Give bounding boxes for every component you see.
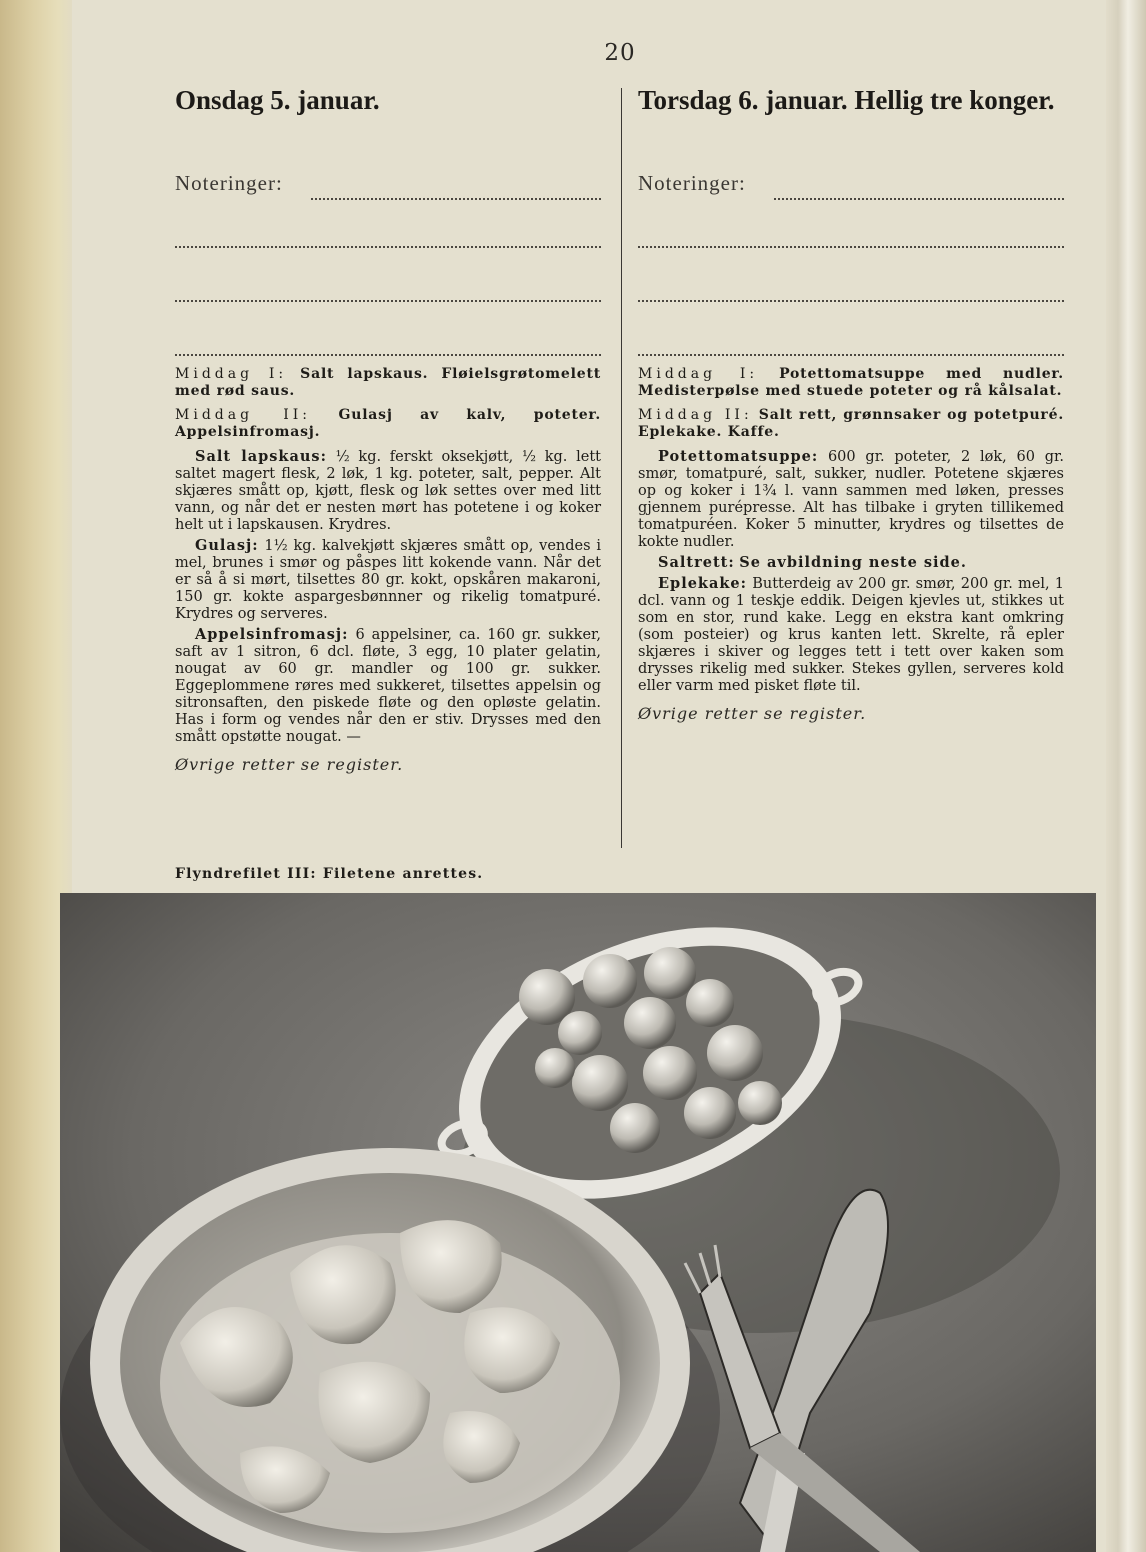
see-register-note: Øvrige retter se register. [638,704,867,723]
food-photo [60,893,1096,1552]
recipe-name: Potettomatsuppe: [658,448,819,465]
menu-item [638,366,1064,400]
menu-text: Salt lapskaus. Fløielsgrøtomelett med rød saus. [175,366,601,399]
food-photo-illustration [60,893,1096,1552]
dotted-line [175,300,601,302]
see-register-note: Øvrige retter se register. [175,755,404,774]
recipe-name: Gulasj: [195,537,259,554]
recipe-text: ½ kg. ferskt oksekjøtt, ½ kg. lett saltet magert flesk, 2 løk, 1 kg. poteter, salt, pepper. Alt skjæres smått op, kjøtt, flesk og løk settes over med litt vann, og når det er nesten mørt has potetene i og koker helt ut i lapskausen. Krydres. [175,449,602,533]
recipe-name: Salt lapskaus: [195,448,327,465]
recipe [638,554,1064,572]
menu-text: Salt rett, grønnsaker og potetpuré. Eplekake. Kaffe. [638,407,1064,440]
recipe-text: 6 appelsiner, ca. 160 gr. sukker, saft av 1 sitron, 6 dcl. fløte, 3 egg, 10 plater gelatin, nougat av 60 gr. mandler og 100 gr. sukker. Eggeplommene røres med sukkeret, tilsettes appelsin og sitronsaften, den piskede fløte og den opløste gelatin. Has i form og vendes når den er stiv. Drysses med den smått opstøtte nougat. — [175,627,601,745]
notes-label: Noteringer: [175,171,283,195]
recipe-name: Saltrett: [658,554,735,571]
recipe [638,448,1064,551]
recipe-name: Appelsinfromasj: [195,626,349,643]
page-number: 20 [604,40,636,66]
dotted-line [175,354,601,356]
notes-line [638,172,1064,226]
dotted-line [774,198,1064,200]
menu-item [638,407,1064,441]
photo-caption: Flyndrefilet III: Filetene anrettes. [175,866,484,882]
menu-key: Middag I: [175,366,288,382]
notes-label: Noteringer: [638,171,746,195]
dotted-line [638,246,1064,248]
notes-line [638,280,1064,334]
page-edge [1106,0,1146,1552]
menu-text: Potettomatsuppe med nudler. Medisterpølse med stuede poteter og rå kålsalat. [638,366,1064,399]
recipe-text: Se avbildning neste side. [739,554,967,571]
notes-line [175,172,601,226]
recipe-text: 1½ kg. kalvekjøtt skjæres smått op, vendes i mel, brunes i smør og påspes litt kokende vann. Når det er så å si mørt, tilsettes 80 gr. kokt, opskåren makaroni, 150 gr. kokte aspargesbønnner og rikelig tomatpuré. Krydres og serveres. [175,538,601,622]
notes-line [638,226,1064,280]
recipe-name: Eplekake: [658,575,747,592]
recipe [175,537,601,623]
notes-line [175,280,601,334]
day-title-right: Torsdag 6. januar. Hellig tre konger. [638,85,1055,115]
recipes-left [175,366,601,773]
recipe [175,448,601,534]
menu-key: Middag II: [638,407,753,423]
menu-key: Middag I: [638,366,759,382]
recipe-text: Butterdeig av 200 gr. smør, 200 gr. mel, 1 dcl. vann og 1 teskje eddik. Deigen kjevles ut, stikkes ut som en stor, rund kake. Legg en ekstra kant omkring (som posteier) og krus kanten lett. Skrelte, rå epler skjæres i skiver og legges tett i tett over kaken som drysses rikelig med sukker. Stekes gyllen, serveres kold eller varm med pisket fløte til. [638,576,1065,694]
dotted-line [311,198,601,200]
day-title-left: Onsdag 5. januar. [175,85,380,115]
dotted-line [638,354,1064,356]
dotted-line [175,246,601,248]
dotted-line [638,300,1064,302]
recipe [638,575,1064,695]
notes-section-right [638,172,1064,388]
right-column [638,80,1064,388]
recipe-text: 600 gr. poteter, 2 løk, 60 gr. smør, tomatpuré, salt, sukker, nudler. Potetene skjæres op og koker i 1¾ l. vann sammen med løken, presses gjennem purépresse. Alt has tilbake i gryten tillikemed tomatpuréen. Koker 5 minutter, krydres og tilsettes de kokte nudler. [638,449,1064,550]
recipe [175,626,601,746]
column-divider [621,88,622,848]
menu-item [175,407,601,441]
left-column [175,80,601,388]
notes-section-left [175,172,601,388]
menu-key: Middag II: [175,407,312,423]
menu-text: Gulasj av kalv, poteter. Appelsinfromasj. [175,407,601,440]
notes-line [175,226,601,280]
menu-item [175,366,601,400]
recipes-right [638,366,1064,722]
